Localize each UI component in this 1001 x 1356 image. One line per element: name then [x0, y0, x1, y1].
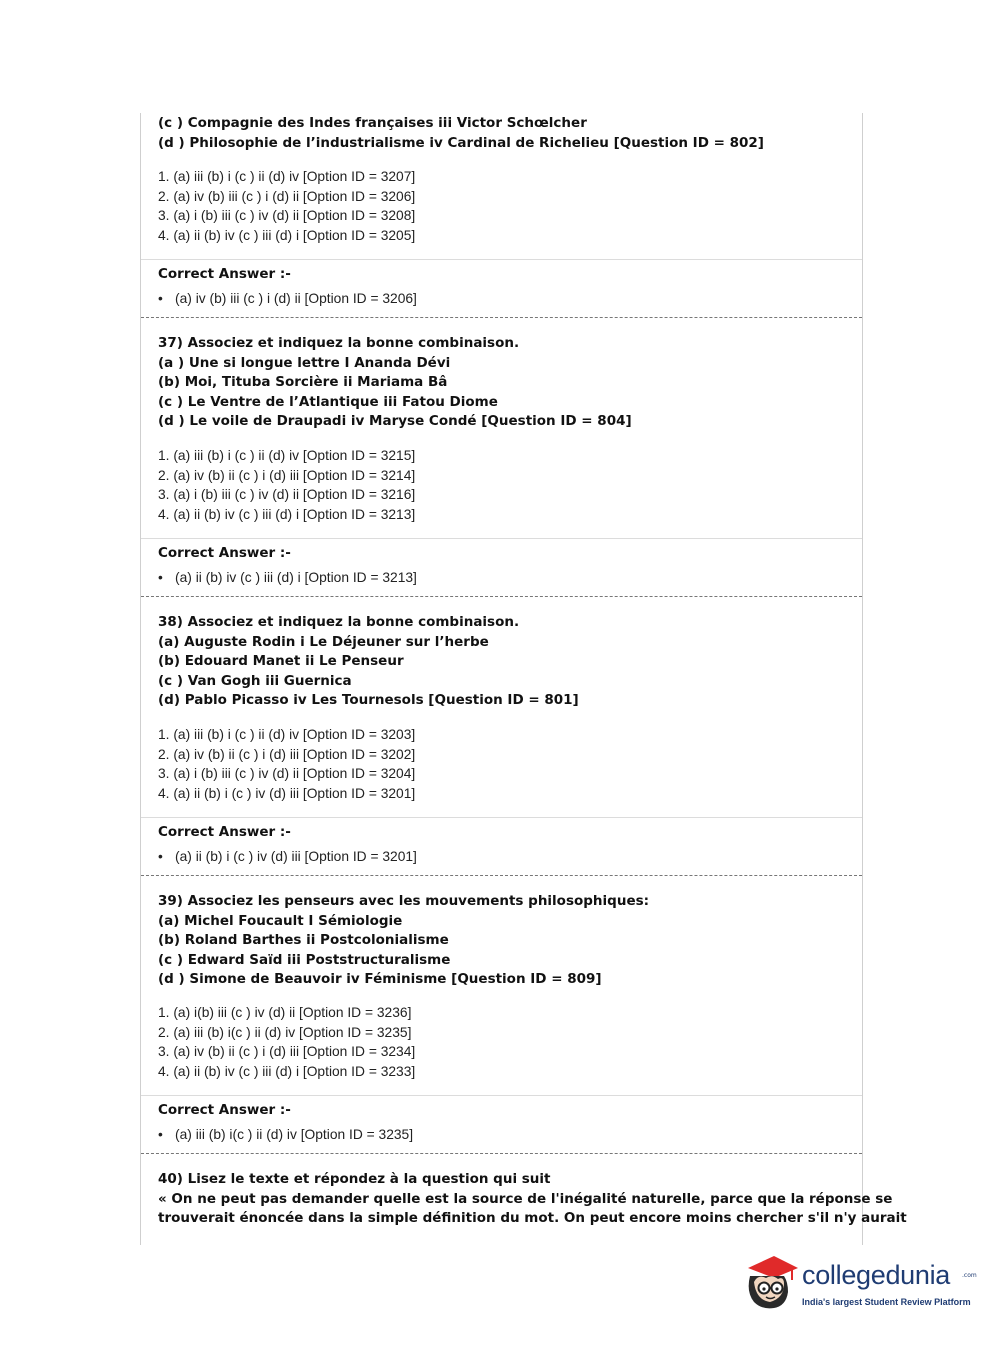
correct-answer-label: Correct Answer :- [158, 545, 291, 561]
options-38 [158, 725, 854, 803]
option-item: 2. (a) iv (b) iii (c ) i (d) ii [Option ID = 3206] [158, 188, 416, 204]
option-item: 4. (a) ii (b) iv (c ) iii (d) i [Option ID = 3205] [158, 227, 416, 243]
option-item: 4. (a) ii (b) i (c ) iv (d) iii [Option ID = 3201] [158, 785, 416, 801]
section-divider [141, 817, 862, 818]
question-title: 39) Associez les penseurs avec les mouvements philosophiques: [158, 893, 650, 909]
correct-answer-label: Correct Answer :- [158, 266, 291, 282]
question-divider [141, 875, 862, 876]
correct-answer-label: Correct Answer :- [158, 1102, 291, 1118]
collegedunia-logo [740, 1252, 977, 1322]
question-39 [158, 892, 854, 990]
question-line: (a) Auguste Rodin i Le Déjeuner sur l’herbe [158, 633, 489, 650]
option-item: 2. (a) iv (b) ii (c ) i (d) iii [Option ID = 3202] [158, 746, 416, 762]
correct-answer-value: • (a) ii (b) iv (c ) iii (d) i [Option ID = 3213] [158, 568, 854, 588]
section-divider [141, 1095, 862, 1096]
answer-38 [158, 823, 854, 866]
question-line: (c ) Van Gogh iii Guernica [158, 672, 352, 689]
question-line: (c ) Edward Saïd iii Poststructuralisme [158, 951, 451, 968]
question-36 [158, 114, 854, 153]
option-item: 1. (a) iii (b) i (c ) ii (d) iv [Option ID = 3203] [158, 727, 416, 742]
question-line: (d ) Le voile de Draupadi iv Maryse Condé [Question ID = 804] [158, 413, 632, 429]
option-item: 1. (a) i(b) iii (c ) iv (d) ii [Option ID = 3236] [158, 1005, 412, 1020]
question-title: 37) Associez et indiquez la bonne combinaison. [158, 335, 520, 351]
options-39 [158, 1003, 854, 1081]
correct-answer-label: Correct Answer :- [158, 824, 291, 840]
question-title: 40) Lisez le texte et répondez à la question qui suit [158, 1171, 551, 1187]
option-item: 4. (a) ii (b) iv (c ) iii (d) i [Option ID = 3213] [158, 506, 416, 522]
document-frame [140, 113, 907, 1245]
option-item: 3. (a) iv (b) ii (c ) i (d) iii [Option ID = 3234] [158, 1044, 416, 1059]
section-divider [141, 259, 862, 260]
option-item: 3. (a) i (b) iii (c ) iv (d) ii [Option ID = 3204] [158, 766, 416, 781]
answer-39 [158, 1101, 854, 1144]
correct-answer-value: • (a) iii (b) i(c ) ii (d) iv [Option ID = 3235] [158, 1125, 854, 1145]
correct-answer-value: • (a) iv (b) iii (c ) i (d) ii [Option ID = 3206] [158, 289, 854, 309]
mascot-logo-icon [740, 1252, 800, 1314]
section-divider [141, 538, 862, 539]
logo-tagline: India's largest Student Review Platform [802, 1297, 971, 1307]
logo-wordmark: collegedunia [802, 1260, 951, 1290]
answer-36 [158, 265, 854, 308]
option-item: 1. (a) iii (b) i (c ) ii (d) iv [Option ID = 3215] [158, 448, 416, 463]
question-40 [158, 1170, 907, 1229]
logo-mark: .com [962, 1272, 977, 1279]
option-item: 4. (a) ii (b) iv (c ) iii (d) i [Option ID = 3233] [158, 1063, 416, 1079]
question-line: (d) Pablo Picasso iv Les Tournesols [Question ID = 801] [158, 692, 579, 708]
question-title: 38) Associez et indiquez la bonne combinaison. [158, 614, 520, 630]
options-36 [158, 167, 854, 245]
question-line: (c ) Compagnie des Indes françaises iii Victor Schœlcher [158, 115, 587, 131]
question-38 [158, 613, 854, 711]
options-37 [158, 446, 854, 524]
question-line: (a) Michel Foucault I Sémiologie [158, 912, 403, 929]
option-item: 1. (a) iii (b) i (c ) ii (d) iv [Option ID = 3207] [158, 169, 416, 184]
question-line: (c ) Le Ventre de l’Atlantique iii Fatou Diome [158, 393, 498, 410]
question-line: (b) Roland Barthes ii Postcolonialisme [158, 932, 449, 948]
option-item: 2. (a) iii (b) i(c ) ii (d) iv [Option ID = 3235] [158, 1024, 412, 1040]
question-line: trouverait énoncée dans la simple définition du mot. On peut encore moins chercher s'il n'y aurait [158, 1210, 907, 1226]
option-item: 2. (a) iv (b) ii (c ) i (d) iii [Option ID = 3214] [158, 467, 416, 483]
question-divider [141, 596, 862, 597]
question-line: (b) Edouard Manet ii Le Penseur [158, 653, 404, 669]
option-item: 3. (a) i (b) iii (c ) iv (d) ii [Option ID = 3208] [158, 208, 416, 223]
question-line: (d ) Philosophie de l’industrialisme iv Cardinal de Richelieu [Question ID = 802] [158, 134, 764, 151]
question-line: (a ) Une si longue lettre I Ananda Dévi [158, 354, 451, 371]
question-divider [141, 317, 862, 318]
question-line: (b) Moi, Tituba Sorcière ii Mariama Bâ [158, 374, 448, 390]
question-line: (d ) Simone de Beauvoir iv Féminisme [Question ID = 809] [158, 971, 602, 987]
answer-37 [158, 544, 854, 587]
question-line: « On ne peut pas demander quelle est la source de l'inégalité naturelle, parce que la réponse se [158, 1190, 893, 1207]
correct-answer-value: • (a) ii (b) i (c ) iv (d) iii [Option ID = 3201] [158, 847, 854, 867]
option-item: 3. (a) i (b) iii (c ) iv (d) ii [Option ID = 3216] [158, 487, 416, 502]
question-37 [158, 334, 854, 432]
question-divider [141, 1153, 862, 1154]
